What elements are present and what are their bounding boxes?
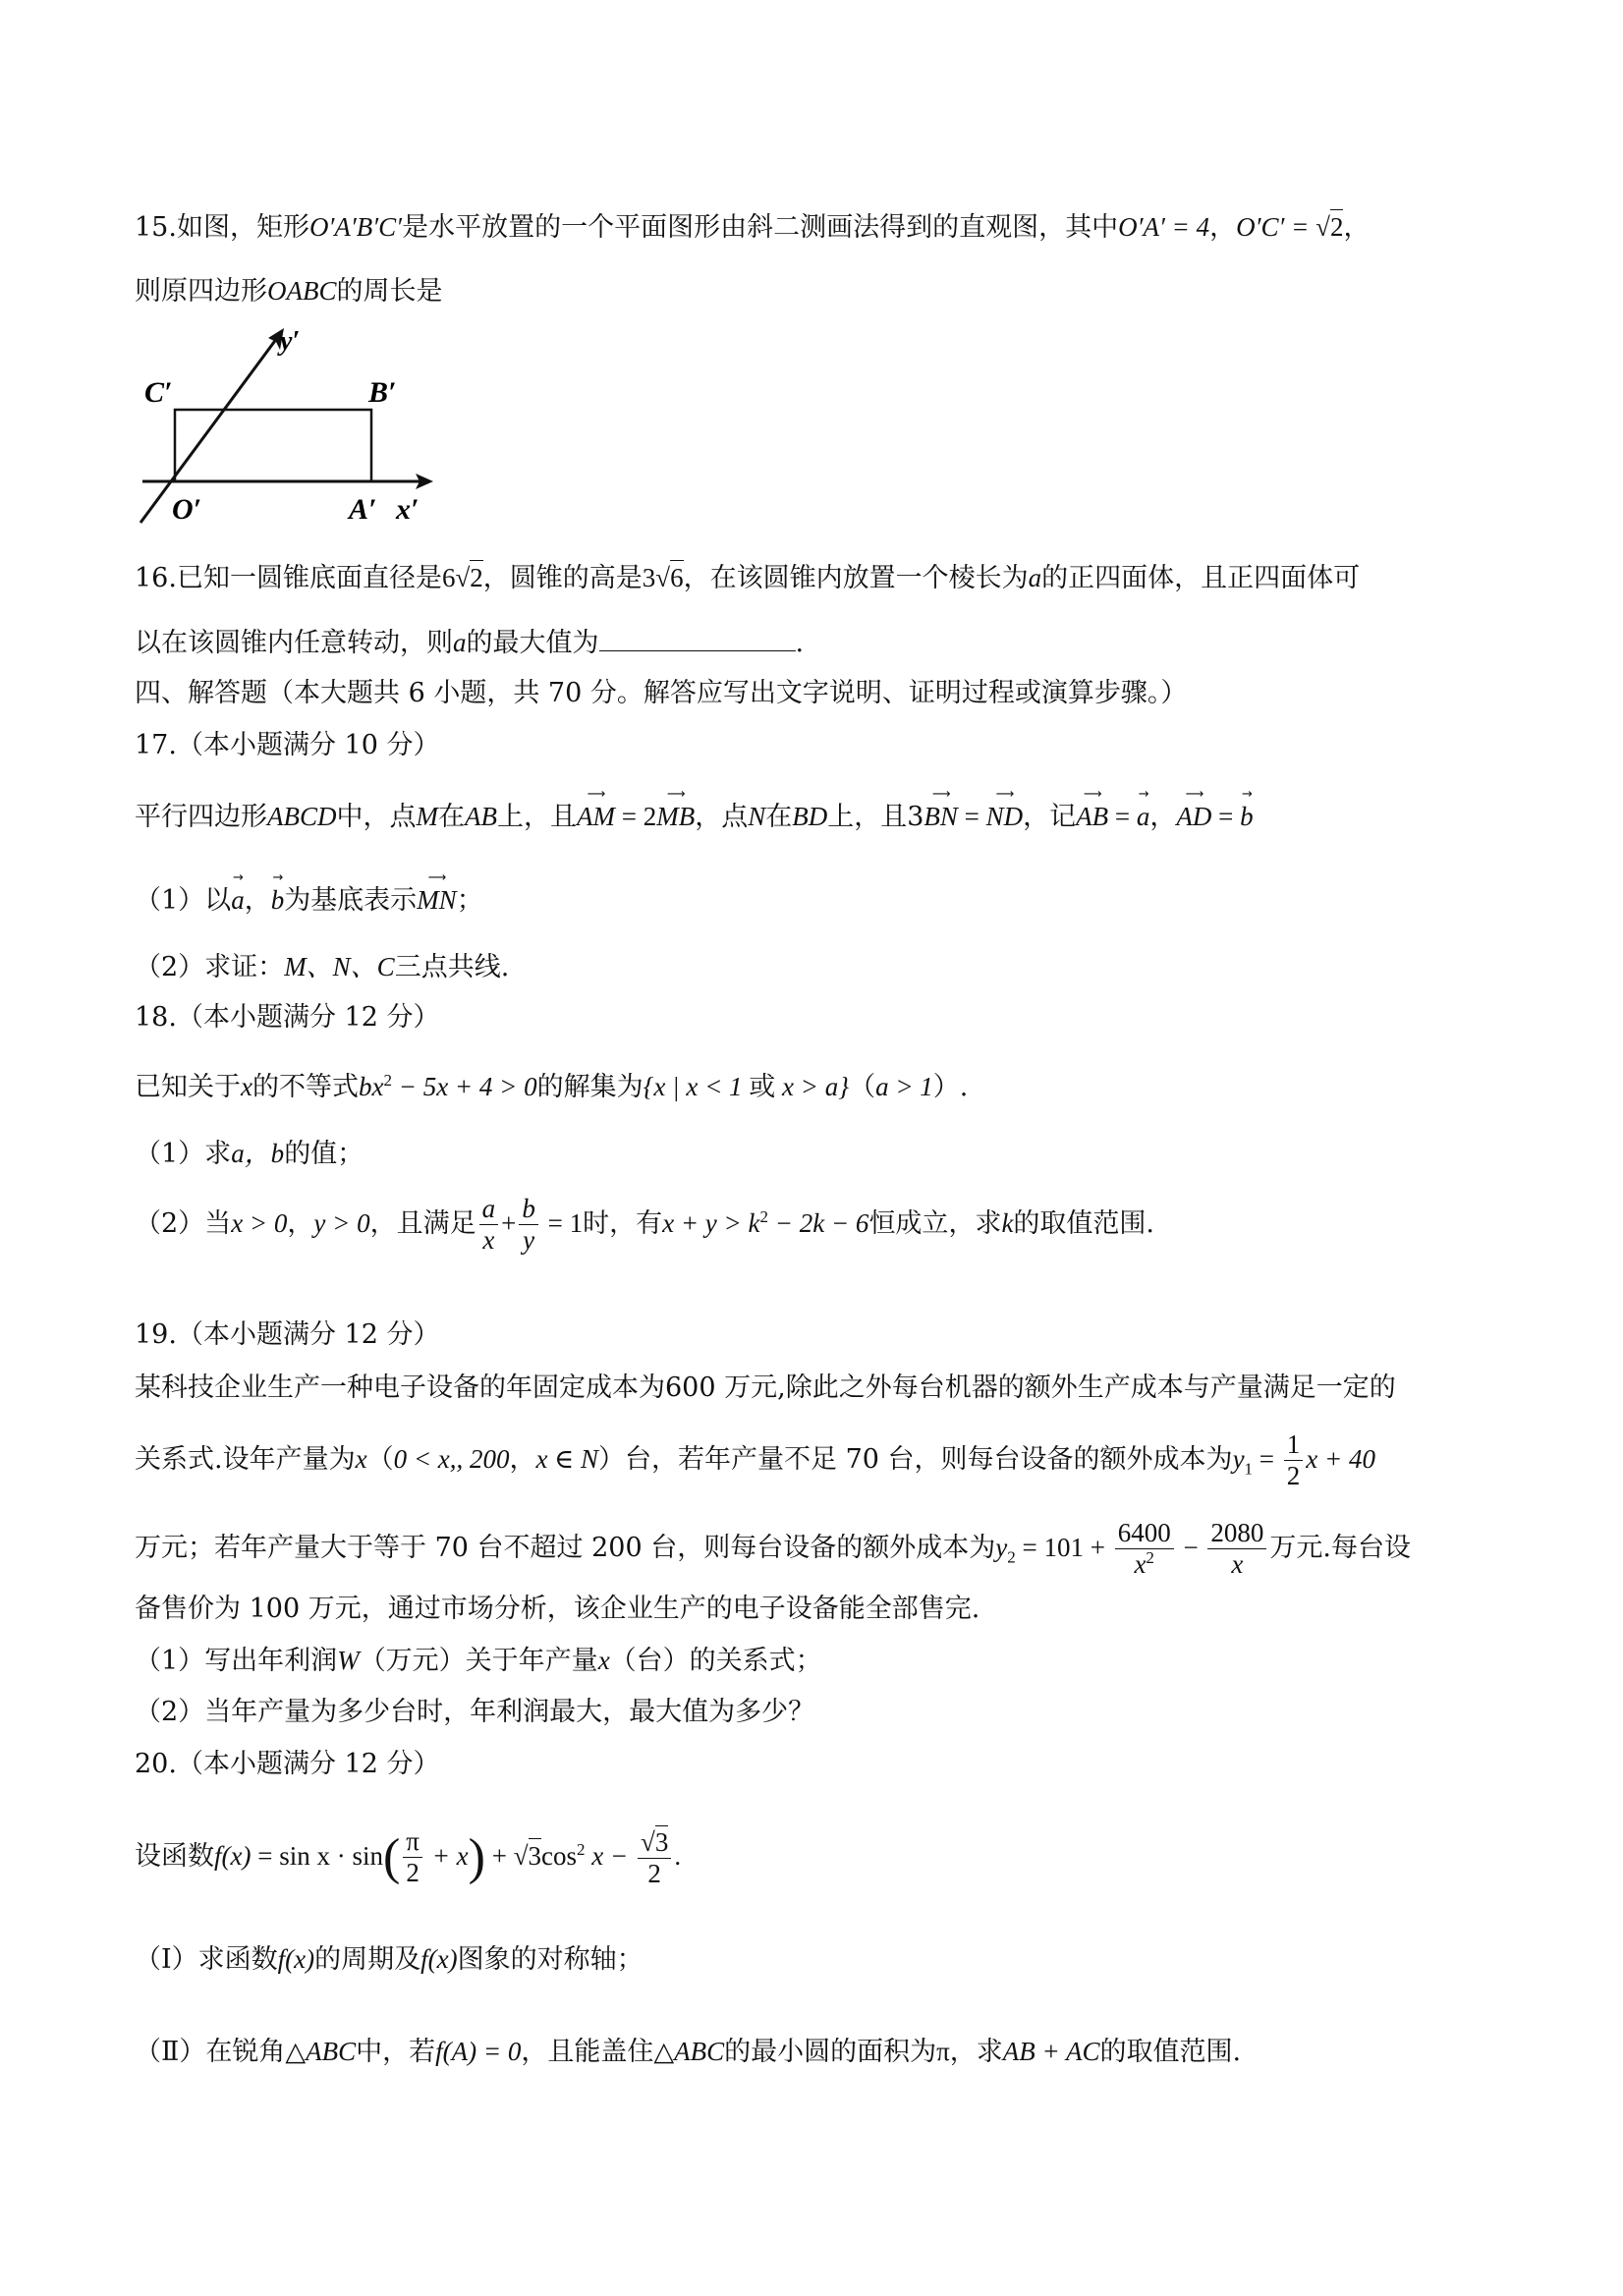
- q16-line2: 以在该圆锥内任意转动，则a的最大值为 .: [135, 628, 805, 658]
- label-a: A′: [349, 493, 377, 526]
- q18-part1: （1）求a，b的值；: [135, 1139, 364, 1169]
- q19-line4: 备售价为 100 万元，通过市场分析，该企业生产的电子设备能全部售完.: [135, 1594, 980, 1624]
- q18-stem: 已知关于x的不等式$bx^2 - 5x + 4 > 0$的解集为{x | x < 1 或 x > a}（a > 1）.: [135, 1071, 969, 1102]
- q20-header: 20.（本小题满分 12 分）: [135, 1749, 440, 1779]
- q20-part1: （Ⅰ）求函数f(x)的周期及f(x)图象的对称轴；: [135, 1944, 644, 1975]
- q15-line1: 15.如图，矩形O′A′B′C′是水平放置的一个平面图形由斜二测画法得到的直观图，其中O′A′ = 4，O′C′ = √2，: [135, 209, 1370, 244]
- label-c: C′: [144, 376, 173, 409]
- q19-part1: （1）写出年利润W（万元）关于年产量x（台）的关系式；: [135, 1646, 822, 1676]
- q19-line3: 万元；若年产量大于等于 70 台不超过 200 台，则每台设备的额外成本为$y_2 = 101$ + $\frac{6400}{x^2}$ − $\frac{2080}{x}$ 万元.每台设: [135, 1518, 1412, 1580]
- q19-line2: 关系式.设年产量为x（0 < x,, 200，x ∈ N）台，若年产量不足 70 台，则每台设备的额外成本为$y_1$ = $\frac{1}{2}$ x + 40: [135, 1429, 1375, 1491]
- q17-header: 17.（本小题满分 10 分）: [135, 730, 440, 760]
- q17-stem: 平行四边形ABCD中，点M在AB上，且 ⟶ AM = 2 ⟶ MB，点N在BD上，且3 ⟶ BN = ⟶ ND，记 ⟶ AB = → a， ⟶ AD = → b: [135, 787, 1254, 832]
- oblique-projection-figure: [123, 314, 447, 540]
- q19-header: 19.（本小题满分 12 分）: [135, 1319, 440, 1350]
- q17-part2: （2）求证：M、N、C三点共线.: [135, 952, 510, 982]
- label-y: y′: [280, 326, 301, 357]
- q20-part2: （Ⅱ）在锐角△ABC中，若f(A) = 0，且能盖住△ABC的最小圆的面积为π，求AB + AC的取值范围.: [135, 2037, 1242, 2067]
- q16-line1: 16.已知一圆锥底面直径是6√2，圆锥的高是3√6，在该圆锥内放置一个棱长为a的正四面体，且正四面体可: [135, 560, 1360, 594]
- label-b: B′: [368, 376, 397, 409]
- rectangle-OABC: [175, 410, 371, 481]
- q19-part2: （2）当年产量为多少台时，年利润最大，最大值为多少？: [135, 1697, 815, 1727]
- q18-header: 18.（本小题满分 12 分）: [135, 1002, 440, 1033]
- q19-line1: 某科技企业生产一种电子设备的年固定成本为600 万元,除此之外每台机器的额外生产成本与产量满足一定的: [135, 1372, 1396, 1403]
- q20-stem: 设函数f(x) = sin x · sin( $\frac{\pi}{2}$ + $x) + √3\cos^2$ x − $\frac{√3}{2}$ .: [135, 1826, 682, 1889]
- section-four-title: 四、解答题（本大题共 6 小题，共 70 分。解答应写出文字说明、证明过程或演算步骤。）: [135, 678, 1188, 708]
- y-axis: [140, 334, 280, 523]
- label-o: O′: [172, 493, 202, 526]
- q18-part2: （2）当x > 0，y > 0，且满足 $\frac{a}{x}$ + $\frac{b}{y}$ = 1时，有$x + y > k^2 - 2k - 6$恒成立，求k的取值范围.: [135, 1194, 1155, 1256]
- q15-line2: 则原四边形OABC的周长是: [135, 276, 443, 307]
- label-x: x′: [396, 493, 420, 526]
- answer-blank: [599, 629, 796, 651]
- q17-part1: （1）以 → a， → b为基底表示 ⟶ MN；: [135, 870, 483, 916]
